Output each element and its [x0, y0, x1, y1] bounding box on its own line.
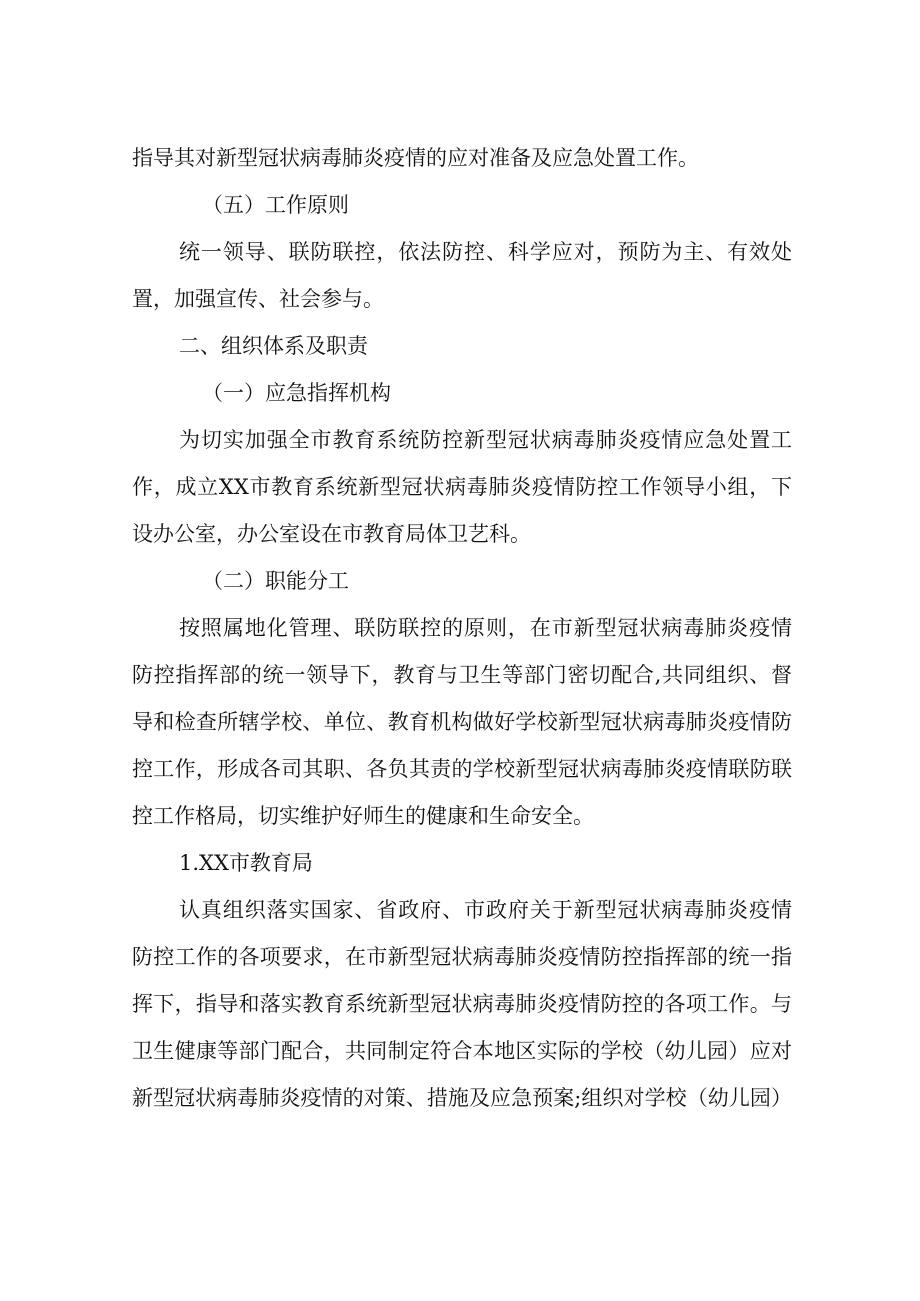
section-heading-work-principles: （五）工作原则 [202, 193, 349, 217]
chapter-heading-organization: 二、组织体系及职责 [179, 334, 368, 358]
paragraph-line-9: 导和检查所辖学校、单位、教育机构做好学校新型冠状病毒肺炎疫情防 [132, 710, 792, 734]
paragraph-line-4: 为切实加强全市教育系统防控新型冠状病毒肺炎疫情应急处置工 [179, 428, 792, 452]
section-heading-command-agency: （一）应急指挥机构 [202, 381, 391, 405]
paragraph-line-16: 新型冠状病毒肺炎疫情的对策、措施及应急预案;组织对学校（幼儿园） [132, 1086, 792, 1110]
paragraph-line-15: 卫生健康等部门配合，共同制定符合本地区实际的学校（幼儿园）应对 [132, 1039, 792, 1063]
paragraph-line-14: 挥下，指导和落实教育系统新型冠状病毒肺炎疫情防控的各项工作。与 [132, 992, 792, 1016]
paragraph-line-7: 按照属地化管理、联防联控的原则，在市新型冠状病毒肺炎疫情 [179, 616, 792, 640]
paragraph-line-8: 防控指挥部的统一领导下，教育与卫生等部门密切配合,共同组织、督 [132, 663, 792, 687]
paragraph-line-10: 控工作，形成各司其职、各负其责的学校新型冠状病毒肺炎疫情联防联 [132, 757, 792, 781]
paragraph-line-6: 设办公室，办公室设在市教育局体卫艺科。 [132, 522, 531, 546]
subsection-heading-city-education-bureau: 1.XX市教育局 [179, 851, 313, 875]
paragraph-line-11: 控工作格局，切实维护好师生的健康和生命安全。 [132, 804, 594, 828]
paragraph-line-13: 防控工作的各项要求，在市新型冠状病毒肺炎疫情防控指挥部的统一指 [132, 945, 792, 969]
paragraph-line-2: 统一领导、联防联控，依法防控、科学应对，预防为主、有效处 [179, 240, 792, 264]
paragraph-line-1: 指导其对新型冠状病毒肺炎疫情的应对准备及应急处置工作。 [132, 146, 699, 170]
paragraph-line-12: 认真组织落实国家、省政府、市政府关于新型冠状病毒肺炎疫情 [179, 898, 792, 922]
paragraph-line-3: 置，加强宣传、社会参与。 [132, 287, 384, 311]
section-heading-division-of-duties: （二）职能分工 [202, 569, 349, 593]
paragraph-line-5: 作，成立XX市教育系统新型冠状病毒肺炎疫情防控工作领导小组，下 [132, 475, 792, 499]
